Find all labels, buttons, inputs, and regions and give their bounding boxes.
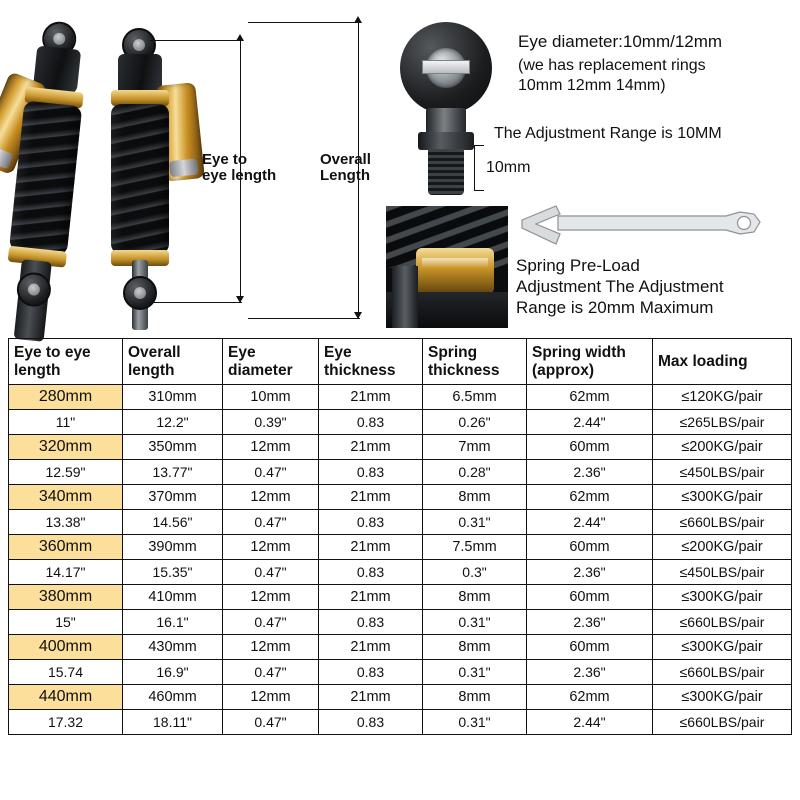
table-cell: 14.56" [123,510,223,535]
table-cell: 0.83 [319,610,423,635]
eye-diameter-note-line1: (we has replacement rings [518,57,706,74]
table-cell: 430mm [123,635,223,660]
table-row [9,535,792,560]
table-cell: 0.47" [223,710,319,735]
table-header-row [9,339,792,385]
table-cell: 0.83 [319,710,423,735]
table-cell: 0.31" [423,610,527,635]
eyelet-nut [418,132,474,150]
ten-mm-label: 10mm [486,159,531,176]
table-cell: 370mm [123,485,223,510]
table-row [9,585,792,610]
table-cell: 2.36" [527,560,653,585]
col-eye-thickness: Eye thickness [319,339,423,385]
table-cell: 12.2" [123,410,223,435]
table-row [9,560,792,585]
adjustment-range-10mm-label: The Adjustment Range is 10MM [494,125,722,142]
table-row [9,460,792,485]
eye-to-eye-label-line2: eye length [202,167,277,184]
shock-absorber-left [30,19,94,26]
table-cell: 280mm [9,385,123,410]
table-row [9,385,792,410]
eye-to-eye-label [202,152,294,184]
table-row [9,660,792,685]
table-cell: 21mm [319,635,423,660]
spanner-wrench-icon [516,200,764,248]
twin-shock-photo [0,0,230,330]
table-cell: ≤660LBS/pair [653,660,792,685]
table-cell: 350mm [123,435,223,460]
eyelet-closeup-icon [400,22,492,114]
table-cell: 12mm [223,435,319,460]
table-row [9,435,792,460]
table-cell: 21mm [319,535,423,560]
table-cell: 0.83 [319,660,423,685]
table-cell: 0.31" [423,510,527,535]
table-cell: 0.47" [223,660,319,685]
eye-to-eye-tick-top [150,40,242,41]
table-cell: 360mm [9,535,123,560]
preload-adjuster-collar [416,248,494,294]
col-max-loading: Max loading [653,339,792,385]
table-cell: 2.36" [527,660,653,685]
table-cell: 0.31" [423,660,527,685]
col-eye-to-eye-length: Eye to eye length [9,339,123,385]
table-cell: ≤660LBS/pair [653,510,792,535]
table-cell: 62mm [527,485,653,510]
table-cell: ≤660LBS/pair [653,710,792,735]
table-cell: ≤450LBS/pair [653,560,792,585]
reservoir-cap-2 [169,158,199,177]
table-cell: 21mm [319,385,423,410]
table-cell: 16.9" [123,660,223,685]
table-cell: 2.36" [527,610,653,635]
table-cell: 12mm [223,585,319,610]
overall-label-line1: Overall [320,151,371,168]
table-cell: 17.32 [9,710,123,735]
table-cell: 13.77" [123,460,223,485]
lower-eyelet-icon-2 [123,276,157,310]
table-cell: 320mm [9,435,123,460]
table-cell: 0.31" [423,710,527,735]
eye-diameter-title: Eye diameter:10mm/12mm [518,32,723,51]
overall-tick-bottom [248,318,360,319]
col-spring-thickness: Spring thickness [423,339,527,385]
eye-to-eye-label-line1: Eye to [202,151,248,168]
table-cell: 0.26" [423,410,527,435]
table-row [9,610,792,635]
table-cell: 15" [9,610,123,635]
table-cell: ≤265LBS/pair [653,410,792,435]
table-cell: ≤200KG/pair [653,535,792,560]
table-cell: 400mm [9,635,123,660]
table-cell: 2.44" [527,710,653,735]
table-cell: 8mm [423,585,527,610]
table-cell: 6.5mm [423,385,527,410]
table-cell: 12mm [223,635,319,660]
table-cell: 7.5mm [423,535,527,560]
coil-spring-2 [111,104,169,254]
ten-mm-bracket [474,145,484,191]
table-cell: ≤300KG/pair [653,635,792,660]
table-cell: 310mm [123,385,223,410]
table-cell: 15.35" [123,560,223,585]
table-cell: 0.83 [319,510,423,535]
table-cell: 60mm [527,435,653,460]
table-cell: 0.83 [319,560,423,585]
table-row [9,510,792,535]
table-cell: 410mm [123,585,223,610]
table-cell: 21mm [319,485,423,510]
table-cell: 0.83 [319,410,423,435]
eyelet-bushing-sleeve [422,60,470,74]
table-row [9,635,792,660]
col-eye-diameter: Eye diameter [223,339,319,385]
table-cell: 60mm [527,535,653,560]
preload-text-line3: Range is 20mm Maximum [516,298,714,317]
table-cell: 12.59" [9,460,123,485]
product-illustration-area [0,0,800,338]
table-cell: 21mm [319,685,423,710]
table-cell: 12mm [223,485,319,510]
table-cell: 0.47" [223,460,319,485]
table-cell: ≤300KG/pair [653,485,792,510]
table-cell: 2.36" [527,460,653,485]
table-cell: ≤200KG/pair [653,435,792,460]
table-cell: ≤300KG/pair [653,685,792,710]
eye-to-eye-tick-bottom [150,302,242,303]
eyelet-stud [426,108,466,134]
table-row [9,685,792,710]
eye-diameter-note-line2: 10mm 12mm 14mm) [518,77,666,94]
table-cell: 440mm [9,685,123,710]
table-cell: 460mm [123,685,223,710]
table-cell: 390mm [123,535,223,560]
table-body [9,385,792,735]
col-spring-width: Spring width (approx) [527,339,653,385]
table-cell: 18.11" [123,710,223,735]
table-cell: 0.47" [223,560,319,585]
table-cell: 15.74 [9,660,123,685]
table-cell: 8mm [423,685,527,710]
eyelet-thread [428,149,464,195]
table-cell: 21mm [319,585,423,610]
table-cell: 12mm [223,535,319,560]
table-cell: 21mm [319,435,423,460]
table-cell: ≤450LBS/pair [653,460,792,485]
table-cell: ≤660LBS/pair [653,610,792,635]
table-cell: 0.47" [223,510,319,535]
table-cell: 380mm [9,585,123,610]
table-cell: 16.1" [123,610,223,635]
col-overall-length: Overall length [123,339,223,385]
spring-preload-photo [386,206,508,328]
table-cell: 0.3" [423,560,527,585]
table-row [9,485,792,510]
overall-label-line2: Length [320,167,370,184]
specifications-table [8,338,792,735]
table-cell: 60mm [527,635,653,660]
preload-shaft [392,266,418,328]
table-cell: ≤120KG/pair [653,385,792,410]
table-cell: 11" [9,410,123,435]
table-cell: 62mm [527,385,653,410]
table-row [9,410,792,435]
table-cell: 0.83 [319,460,423,485]
table-cell: 12mm [223,685,319,710]
table-cell: 14.17" [9,560,123,585]
table-cell: 0.47" [223,610,319,635]
preload-text-line2: Adjustment The Adjustment [516,277,724,296]
table-cell: 0.28" [423,460,527,485]
table-cell: 2.44" [527,410,653,435]
table-cell: 13.38" [9,510,123,535]
overall-tick-top [248,22,360,23]
table-cell: 62mm [527,685,653,710]
table-cell: 340mm [9,485,123,510]
table-cell: ≤300KG/pair [653,585,792,610]
overall-length-label [320,152,400,184]
table-cell: 60mm [527,585,653,610]
table-cell: 8mm [423,485,527,510]
reservoir-cap [0,144,14,169]
preload-text-line1: Spring Pre-Load [516,256,640,275]
table-cell: 10mm [223,385,319,410]
table-cell: 2.44" [527,510,653,535]
table-cell: 7mm [423,435,527,460]
table-cell: 8mm [423,635,527,660]
table-cell: 0.39" [223,410,319,435]
table-row [9,710,792,735]
